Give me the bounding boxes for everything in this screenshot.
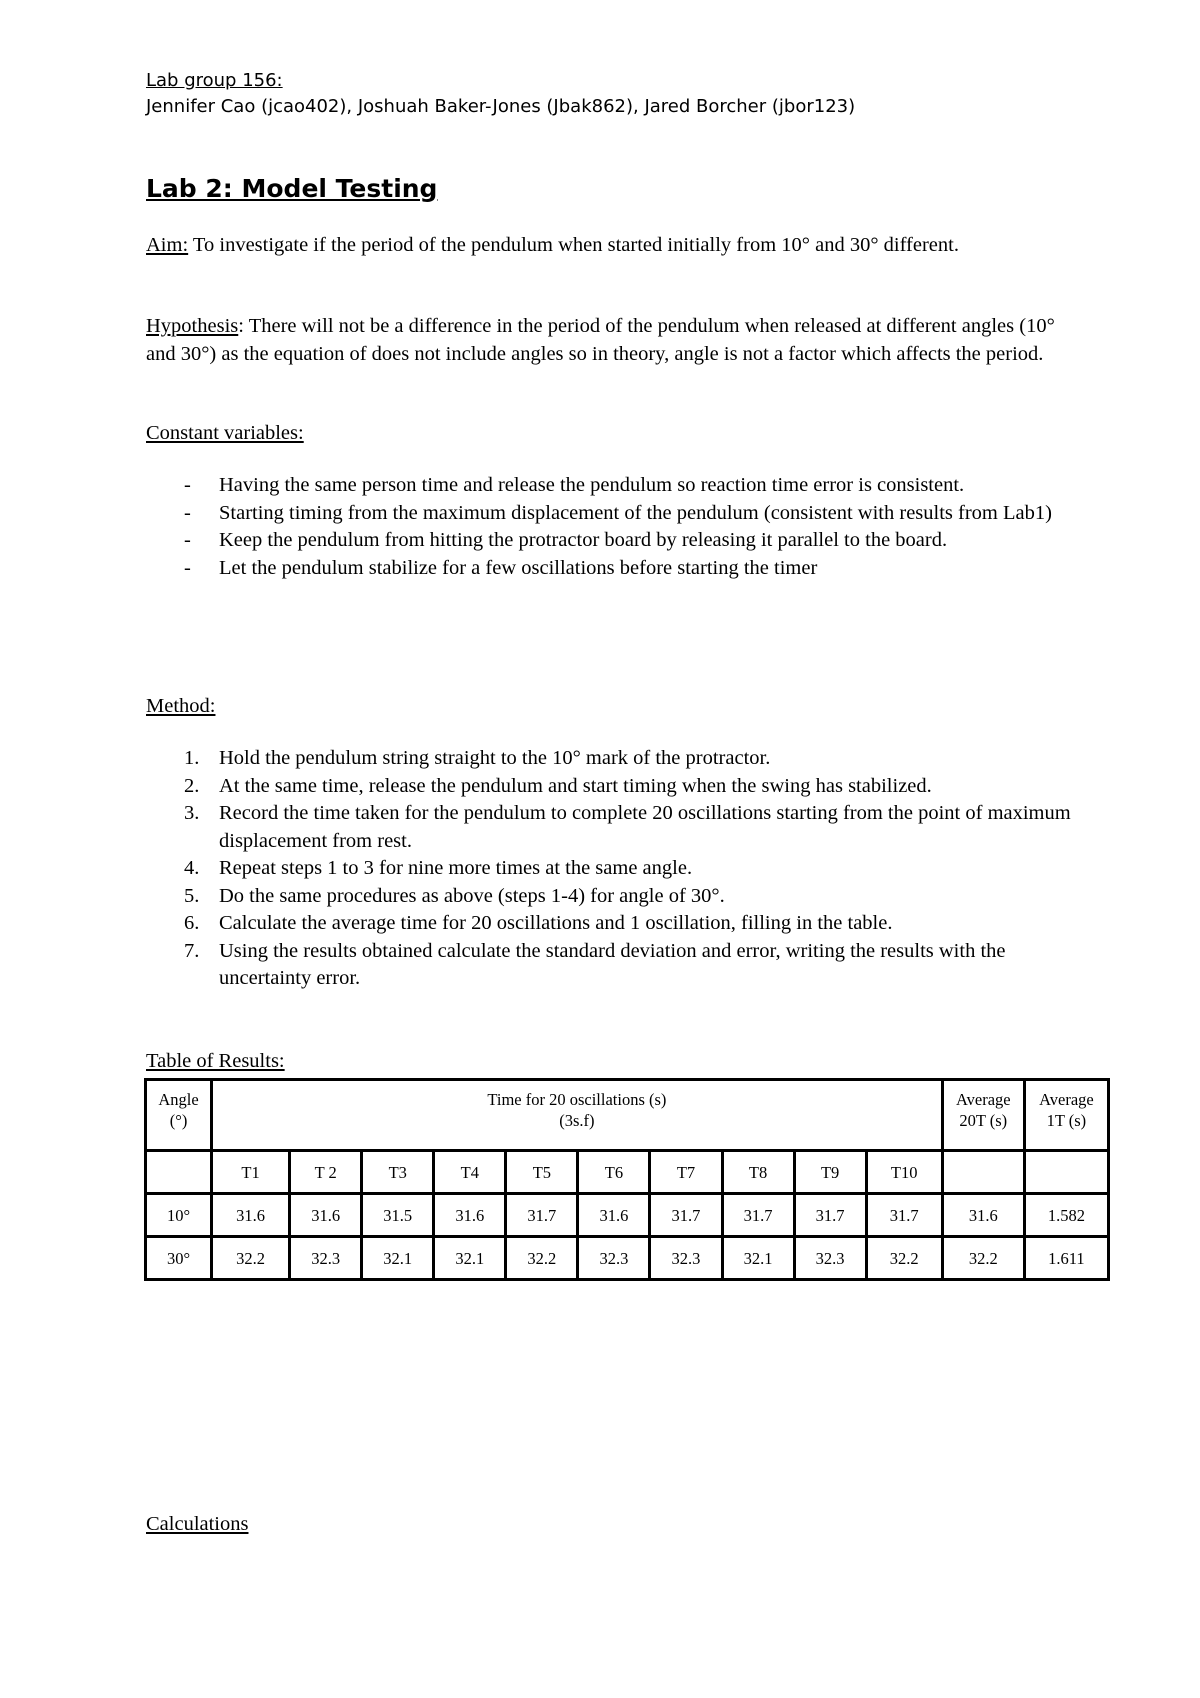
table-cell: T8 (722, 1151, 794, 1194)
list-item (146, 910, 1076, 938)
table-cell: T9 (794, 1151, 866, 1194)
table-cell: 32.3 (794, 1237, 866, 1280)
list-item-text: Repeat steps 1 to 3 for nine more times at the same angle. (219, 857, 693, 879)
table-cell: 31.7 (722, 1194, 794, 1237)
list-item (146, 555, 1076, 583)
trial-labels-row (146, 1151, 1109, 1194)
step-number: 6. (184, 912, 200, 934)
table-cell: 31.7 (794, 1194, 866, 1237)
table-cell: 10° (146, 1194, 212, 1237)
hypothesis-text: : There will not be a difference in the period of the pendulum when released at different angles (10° and 30°) as the equation of does not include angles so in theory, angle is not a factor which affects the period. (146, 315, 1055, 365)
step-number: 2. (184, 774, 200, 797)
dash-marker: - (184, 501, 191, 524)
constant-variables-list (146, 472, 1076, 582)
list-item (146, 855, 1076, 883)
table-row (146, 1194, 1109, 1237)
table-cell: 31.7 (866, 1194, 942, 1237)
time-header: Time for 20 oscillations (s) (3s.f) (212, 1080, 943, 1151)
dash-marker: - (184, 474, 191, 496)
list-item-text: Record the time taken for the pendulum to complete 20 oscillations starting from the point of maximum displacement from rest. (219, 802, 1071, 852)
list-item-text: Calculate the average time for 20 oscillations and 1 oscillation, filling in the table. (219, 912, 893, 934)
list-item-text: Having the same person time and release the pendulum so reaction time error is consistent. (219, 474, 965, 496)
angle-header: Angle (°) (146, 1080, 212, 1151)
table-cell: 31.7 (650, 1194, 722, 1237)
method-heading: Method: (146, 695, 216, 717)
table-cell: 31.5 (362, 1194, 434, 1237)
list-item-text: Using the results obtained calculate the standard deviation and error, writing the results with the uncertainty error. (219, 939, 1006, 989)
table-cell: 31.6 (942, 1194, 1024, 1237)
table-cell: 31.6 (578, 1194, 650, 1237)
table-cell: 32.3 (578, 1237, 650, 1280)
list-item (146, 883, 1076, 911)
constant-variables-heading: Constant variables: (146, 422, 304, 444)
table-cell: T5 (506, 1151, 578, 1194)
table-cell: 31.6 (290, 1194, 362, 1237)
dash-marker: - (184, 556, 191, 579)
list-item (146, 472, 1076, 500)
table-cell: T4 (434, 1151, 506, 1194)
group-members: Jennifer Cao (jcao402), Joshuah Baker-Jones (Jbak862), Jared Borcher (jbor123) (146, 96, 856, 117)
calculations-heading: Calculations (146, 1513, 249, 1535)
table-cell: 32.2 (942, 1237, 1024, 1280)
table-cell: 31.7 (506, 1194, 578, 1237)
table-cell: 32.2 (866, 1237, 942, 1280)
aim-text: To investigate if the period of the pendulum when started initially from 10° and 30° different. (188, 234, 959, 256)
results-table (144, 1078, 1110, 1281)
table-cell: T7 (650, 1151, 722, 1194)
list-item-text: At the same time, release the pendulum and start timing when the swing has stabilized. (219, 774, 932, 797)
list-item (146, 500, 1076, 528)
list-item-text: Keep the pendulum from hitting the protractor board by releasing it parallel to the board. (219, 529, 948, 551)
step-number: 7. (184, 939, 200, 962)
table-cell: 32.1 (362, 1237, 434, 1280)
table-cell: 31.6 (434, 1194, 506, 1237)
list-item-text: Hold the pendulum string straight to the 10° mark of the protractor. (219, 747, 771, 769)
aim-paragraph (146, 231, 1076, 259)
table-cell: T10 (866, 1151, 942, 1194)
table-cell: T1 (212, 1151, 290, 1194)
table-cell: 32.2 (506, 1237, 578, 1280)
table-of-results-heading: Table of Results: (146, 1050, 285, 1072)
table-cell (942, 1151, 1024, 1194)
hypothesis-label: Hypothesis (146, 315, 239, 337)
list-item-text: Do the same procedures as above (steps 1-4) for angle of 30°. (219, 884, 725, 907)
method-steps-list (146, 745, 1076, 993)
table-cell: T6 (578, 1151, 650, 1194)
table-row (146, 1237, 1109, 1280)
table-cell: 31.6 (212, 1194, 290, 1237)
table-cell: T3 (362, 1151, 434, 1194)
dash-marker: - (184, 529, 191, 551)
table-cell: 32.1 (722, 1237, 794, 1280)
table-cell: T 2 (290, 1151, 362, 1194)
table-cell (1024, 1151, 1108, 1194)
list-item-text: Let the pendulum stabilize for a few oscillations before starting the timer (219, 556, 818, 579)
document-title: Lab 2: Model Testing (146, 174, 438, 203)
table-cell: 1.611 (1024, 1237, 1108, 1280)
step-number: 3. (184, 802, 200, 824)
table-cell: 32.3 (290, 1237, 362, 1280)
list-item (146, 800, 1076, 855)
table-cell: 32.3 (650, 1237, 722, 1280)
table-cell: 32.1 (434, 1237, 506, 1280)
lab-group-label: Lab group 156: (146, 70, 283, 91)
list-item (146, 773, 1076, 801)
table-cell: 30° (146, 1237, 212, 1280)
hypothesis-paragraph (146, 312, 1076, 368)
average-20t-header: Average 20T (s) (942, 1080, 1024, 1151)
step-number: 1. (184, 747, 200, 769)
list-item-text: Starting timing from the maximum displacement of the pendulum (consistent with results from Lab1) (219, 501, 1052, 524)
table-cell: 1.582 (1024, 1194, 1108, 1237)
list-item (146, 745, 1076, 773)
list-item (146, 527, 1076, 555)
document-header (146, 68, 855, 120)
table-header-row (146, 1080, 1109, 1151)
table-cell (146, 1151, 212, 1194)
step-number: 5. (184, 884, 200, 907)
list-item (146, 938, 1076, 993)
aim-label: Aim: (146, 234, 189, 256)
average-1t-header: Average 1T (s) (1024, 1080, 1108, 1151)
table-cell: 32.2 (212, 1237, 290, 1280)
step-number: 4. (184, 857, 200, 879)
